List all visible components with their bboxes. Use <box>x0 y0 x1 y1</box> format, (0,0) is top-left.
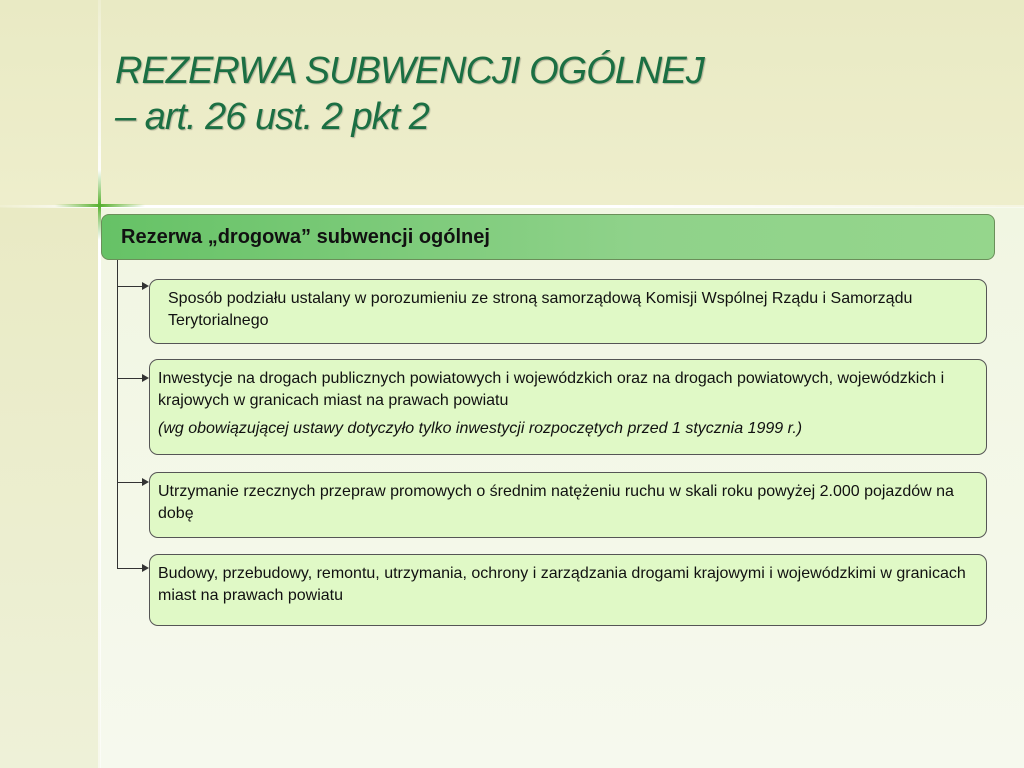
diagram-item-note: (wg obowiązującej ustawy dotyczyło tylko inwestycji rozpoczętych przed 1 stycznia 1999 r.) <box>158 420 803 437</box>
diagram-item-text: Budowy, przebudowy, remontu, utrzymania, ochrony i zarządzania drogami krajowymi i wojewódzkimi w granicach miast na prawach powiatu <box>158 565 966 604</box>
diagram-item-box <box>149 472 987 538</box>
arrow-right-icon <box>142 564 149 572</box>
diagram-header-box <box>101 214 995 260</box>
diagram-item-text: Sposób podziału ustalany w porozumieniu ze stroną samorządową Komisji Wspólnej Rządu i Samorządu Terytorialnego <box>168 290 913 329</box>
arrow-right-icon <box>142 374 149 382</box>
vertical-divider <box>98 0 101 768</box>
slide-title-line1: REZERWA SUBWENCJI OGÓLNEJ <box>115 50 704 92</box>
background-left <box>0 207 100 768</box>
tree-connector-line <box>117 260 118 568</box>
arrow-right-icon <box>142 282 149 290</box>
slide-title-line2: – art. 26 ust. 2 pkt 2 <box>115 96 429 138</box>
horizontal-divider <box>0 205 1024 208</box>
diagram-item-text: Utrzymanie rzecznych przepraw promowych o średnim natężeniu ruchu w skali roku powyżej 2.000 pojazdów na dobę <box>158 483 954 522</box>
diagram-item-box <box>149 279 987 344</box>
diagram-item-box <box>149 359 987 455</box>
arrow-right-icon <box>142 478 149 486</box>
diagram-item-text: Inwestycje na drogach publicznych powiatowych i wojewódzkich oraz na drogach powiatowych, wojewódzkich i krajowych w granicach miast na prawach powiatu <box>158 370 945 409</box>
slide-title <box>115 48 704 140</box>
diagram-item-box <box>149 554 987 626</box>
diagram-header-label: Rezerwa „drogowa” subwencji ogólnej <box>121 225 490 248</box>
